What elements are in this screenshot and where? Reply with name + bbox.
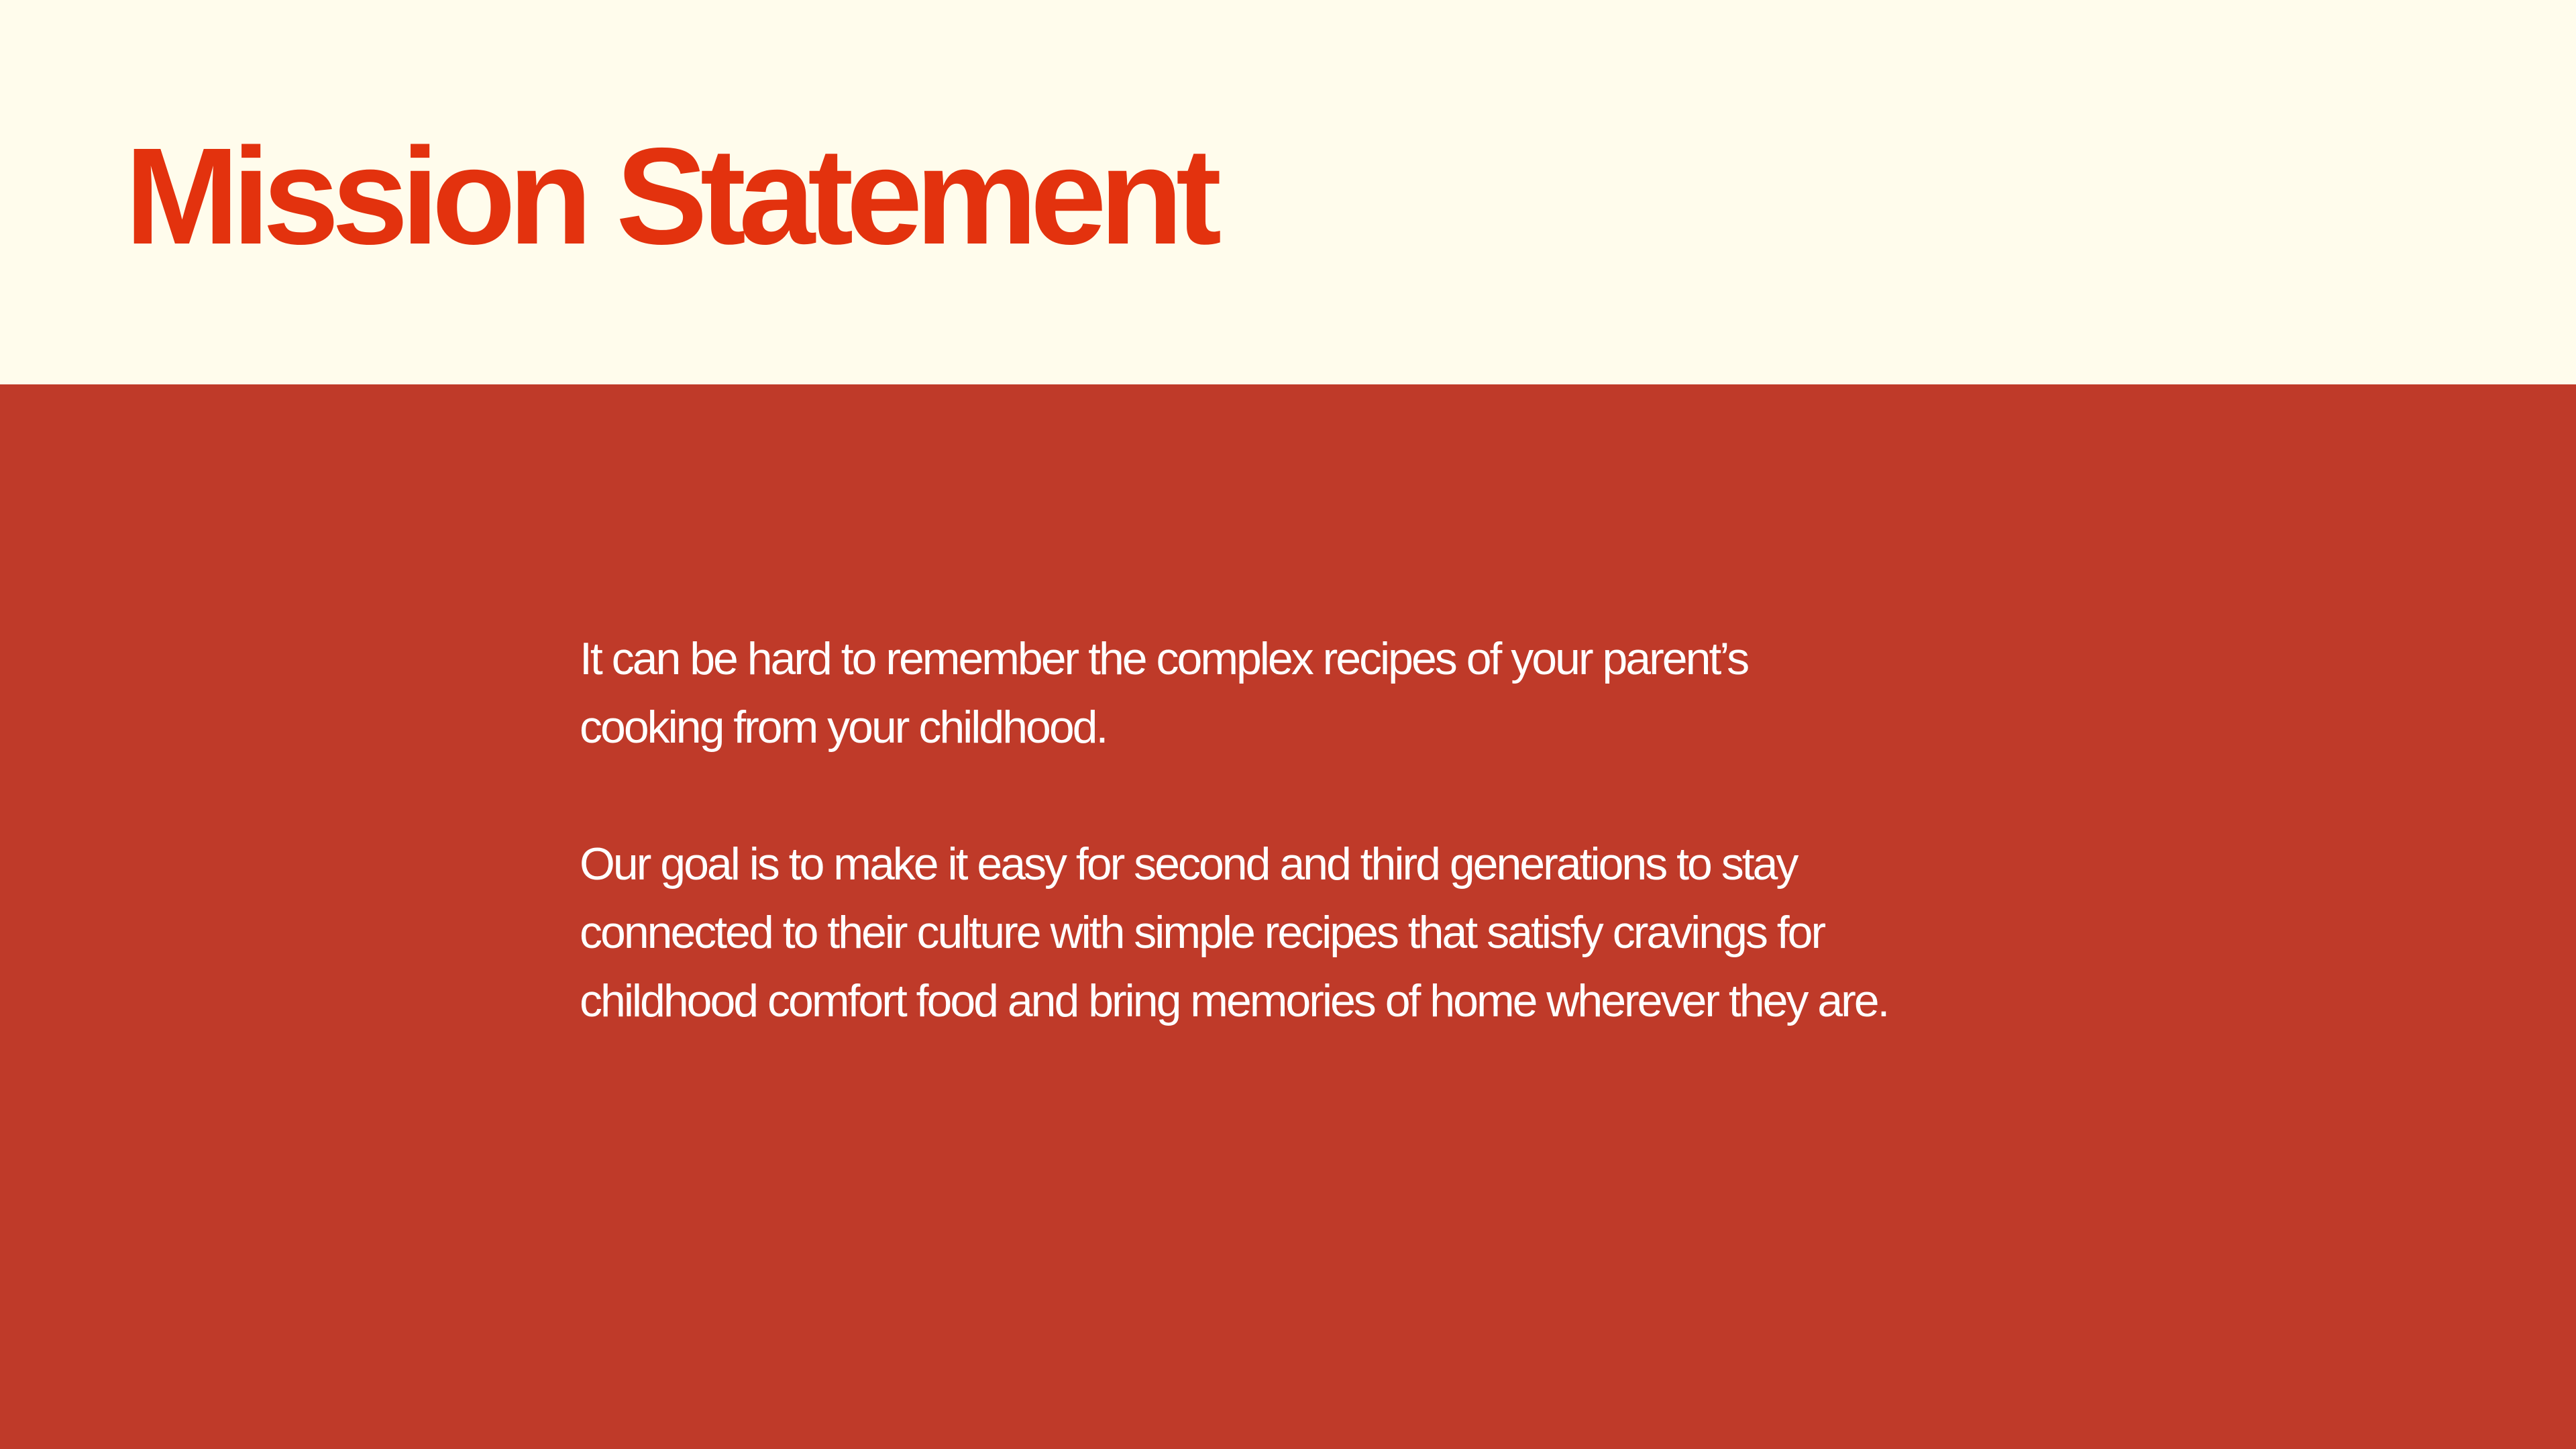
header-band bbox=[0, 0, 2576, 384]
mission-paragraph-intro: It can be hard to remember the complex recipes of your parent’s cooking from your childhood. bbox=[580, 633, 1748, 753]
slide-title: Mission Statement bbox=[125, 119, 1215, 273]
mission-text-block bbox=[580, 625, 1894, 1035]
content-band bbox=[0, 384, 2576, 1449]
mission-paragraph-goal: Our goal is to make it easy for second and third generations to stay connected to their culture with simple recipes that satisfy cravings for childhood comfort food and bring memories of home wherever they are. bbox=[580, 839, 1888, 1026]
